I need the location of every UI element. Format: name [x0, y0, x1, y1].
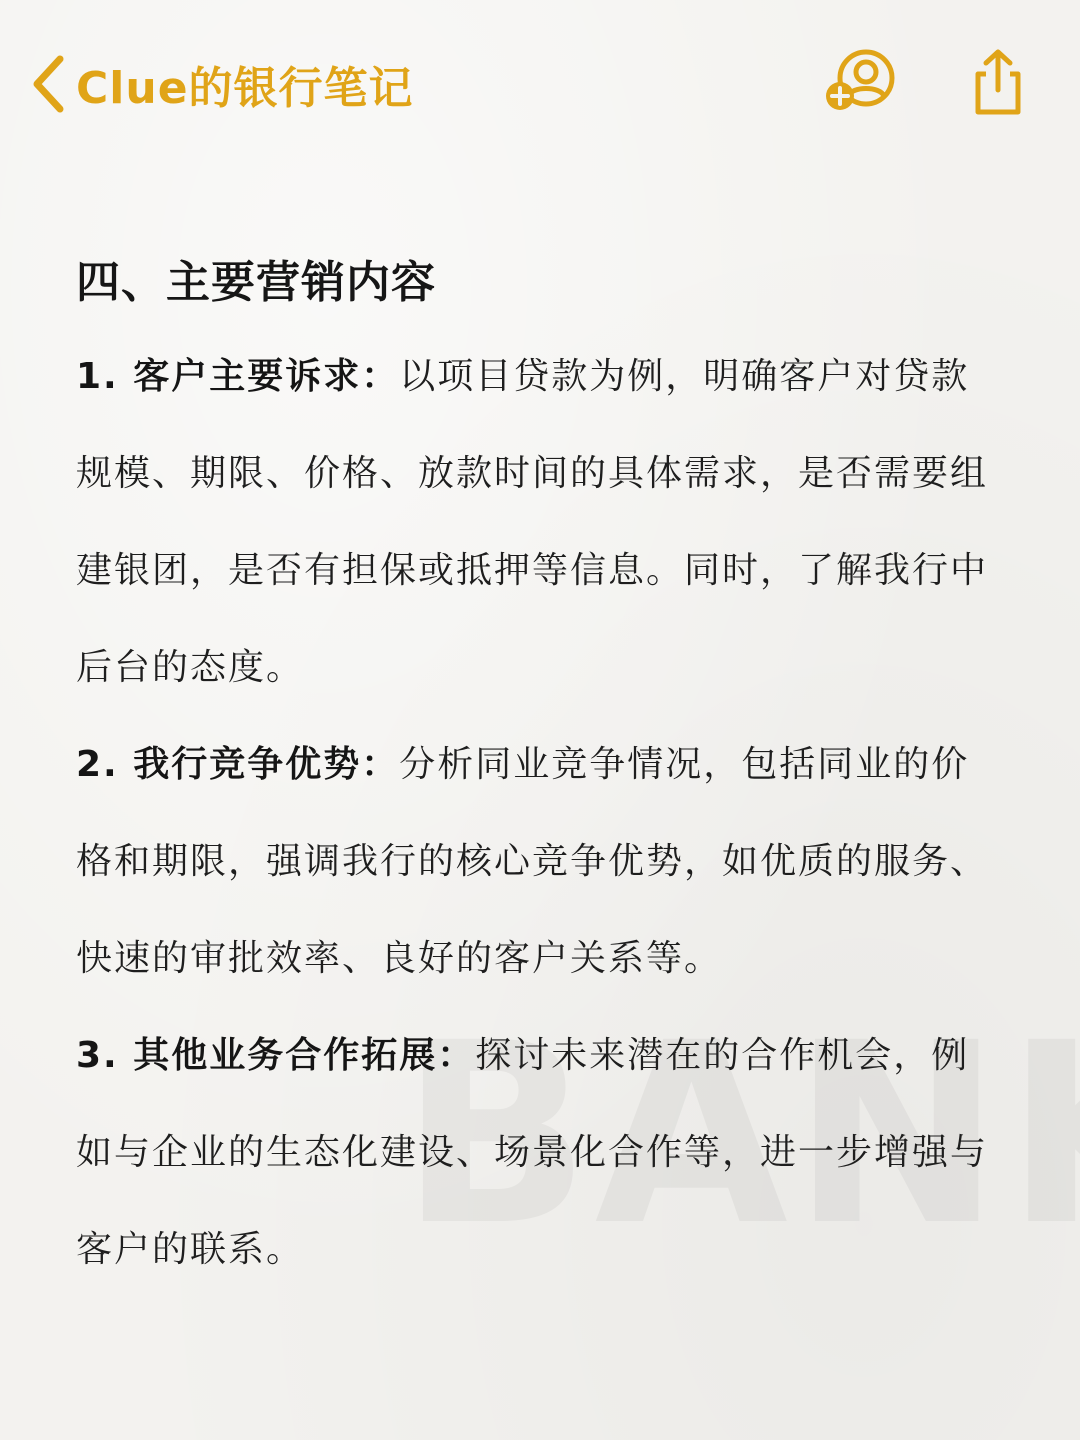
paragraph-text: 以项目贷款为例，明确客户对贷款规模、期限、价格、放款时间的具体需求，是否需要组建银团，是否有担保或抵押等信息。同时，了解我行中后台的态度。 — [76, 356, 989, 688]
share-icon — [966, 48, 1030, 118]
back-button[interactable] — [30, 50, 414, 118]
note-body[interactable] — [76, 240, 1006, 1298]
share-button[interactable] — [966, 48, 1030, 118]
chevron-left-icon — [30, 55, 66, 113]
note-paragraph-1 — [76, 328, 1006, 716]
note-heading: 四、主要营销内容 — [76, 257, 436, 308]
paragraph-text: 探讨未来潜在的合作机会，例如与企业的生态化建设、场景化合作等，进一步增强与客户的联系。 — [76, 1035, 989, 1270]
paragraph-label: 1. 客户主要诉求： — [76, 356, 400, 397]
paragraph-label: 2. 我行竞争优势： — [76, 744, 400, 785]
navigation-bar — [0, 42, 1080, 126]
back-label: Clue的银行笔记 — [76, 63, 414, 114]
add-person-icon — [822, 48, 900, 118]
paragraph-label: 3. 其他业务合作拓展： — [76, 1035, 476, 1076]
add-person-button[interactable] — [822, 48, 900, 118]
note-paragraph-2 — [76, 716, 1006, 1007]
note-paragraph-3 — [76, 1007, 1006, 1298]
paragraph-text: 分析同业竞争情况，包括同业的价格和期限，强调我行的核心竞争优势，如优质的服务、快速的审批效率、良好的客户关系等。 — [76, 744, 989, 979]
